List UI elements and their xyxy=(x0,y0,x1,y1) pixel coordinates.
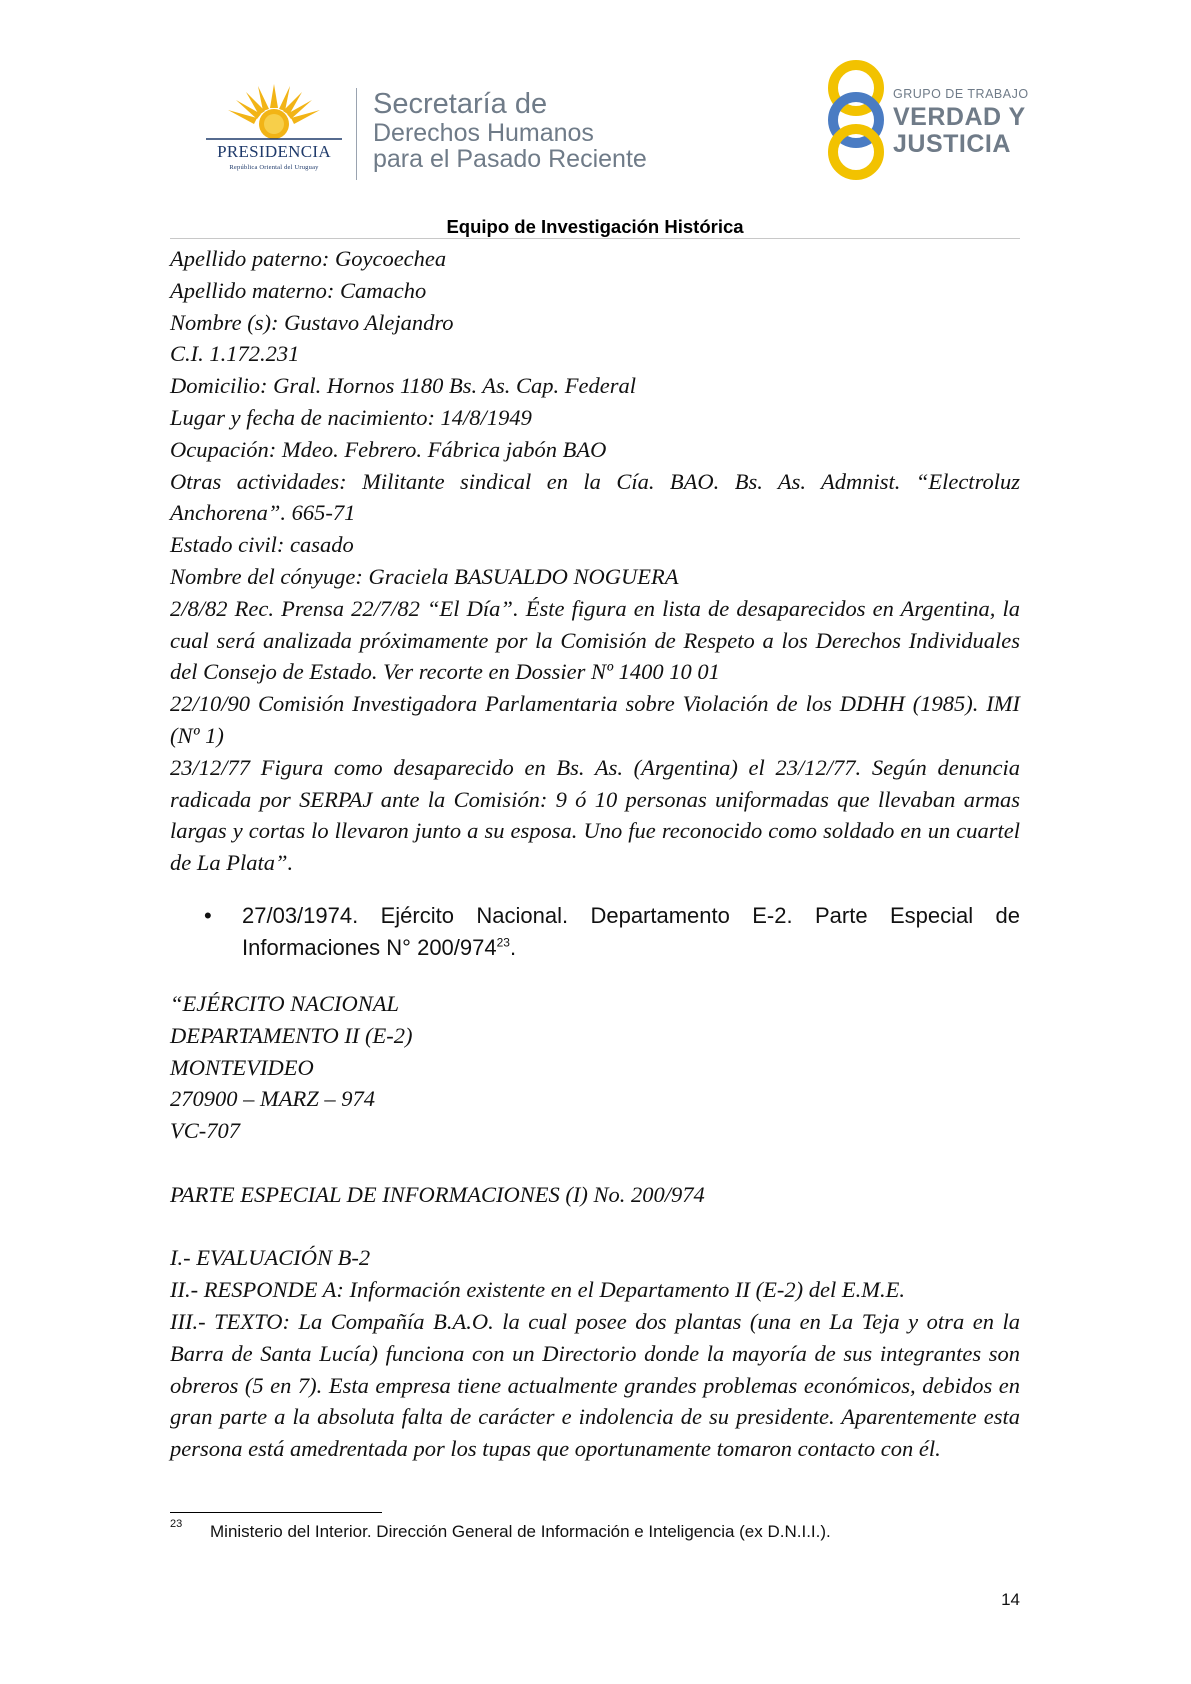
document-heading-line: 270900 – MARZ – 974 xyxy=(170,1086,375,1112)
footnote-reference[interactable]: 23 xyxy=(496,935,510,950)
document-heading-line: DEPARTAMENTO II (E-2) xyxy=(170,1022,413,1048)
sun-emblem-icon xyxy=(196,82,352,142)
verdad-justicia-logo-text xyxy=(893,88,1029,157)
record-estado-civil: Estado civil: casado xyxy=(170,532,354,558)
secretaria-title xyxy=(373,90,647,172)
spacer xyxy=(170,1211,1020,1243)
spacer xyxy=(170,1147,1020,1179)
gtvj-line1: GRUPO DE TRABAJO xyxy=(893,87,1029,101)
record-entry: 22/10/90 Comisión Investigadora Parlamentaria sobre Violación de los DDHH (1985). IMI (Nº 1) xyxy=(170,691,1020,748)
secretaria-line1: Secretaría de xyxy=(373,88,548,120)
document-heading-line: MONTEVIDEO xyxy=(170,1054,314,1080)
document-transcription xyxy=(170,988,1020,1465)
record-entry: 23/12/77 Figura como desaparecido en Bs. As. (Argentina) el 23/12/77. Según denuncia radicada por SERPAJ ante la Comisión: 9 ó 10 personas uniformadas que llevaban armas largas y cortas lo llevaron junto a su esposa. Uno fue reconocido como soldado en un cuartel de La Plata”. xyxy=(170,754,1020,876)
bullet-text: 27/03/1974. Ejército Nacional. Departamento E-2. Parte Especial de Informaciones N° 200/974 xyxy=(242,903,1020,960)
record-line: C.I. 1.172.231 xyxy=(170,341,300,367)
record-line: Ocupación: Mdeo. Febrero. Fábrica jabón BAO xyxy=(170,436,607,462)
record-line: Nombre (s): Gustavo Alejandro xyxy=(170,309,454,335)
footnote-separator xyxy=(170,1512,382,1513)
presidencia-subtitle: República Oriental del Uruguay xyxy=(229,164,319,171)
footnote-text: Ministerio del Interior. Dirección General de Información e Inteligencia (ex D.N.I.I.). xyxy=(210,1522,831,1541)
footnote-number: 23 xyxy=(170,1518,183,1530)
record-body xyxy=(170,243,1020,879)
record-entry: 2/8/82 Rec. Prensa 22/7/82 “El Día”. Éste figura en lista de desaparecidos en Argentina, la cual será analizada próximamente por la Comisión de Respeto a los Derechos Individuales del Consejo de Estado. Ver recorte en Dossier Nº 1400 10 01 xyxy=(170,595,1020,685)
document-heading-line: “EJÉRCITO NACIONAL xyxy=(170,991,399,1016)
record-otras-actividades: Otras actividades: Militante sindical en la Cía. BAO. Bs. As. Admnist. “Electroluz Anchorena”. 665-71 xyxy=(170,468,1020,526)
bullet-dot: • xyxy=(204,903,212,928)
header-divider xyxy=(356,88,357,180)
record-line: Apellido paterno: Goycoechea xyxy=(170,246,447,271)
header-rule xyxy=(170,238,1020,239)
presidencia-text: PRESIDENCIA xyxy=(217,142,331,161)
document-heading-line: VC-707 xyxy=(170,1118,240,1144)
record-line: Lugar y fecha de nacimiento: 14/8/1949 xyxy=(170,404,532,430)
verdad-justicia-rings-icon xyxy=(816,58,896,182)
document-texto: III.- TEXTO: La Compañía B.A.O. la cual posee dos plantas (una en La Teja y otra en la Barra de Santa Lucía) funciona con un Directorio donde la mayoría de sus integrantes son obreros (5 en 7). Esta empresa tiene actualmente grandes problemas económicos, debidos en gran parte a la absoluta falta de carácter e indolencia de su presidente. Aparentemente esta persona está amedrentada por los tupas que oportunamente tomaron contacto con él. xyxy=(170,1308,1020,1462)
presidencia-logo xyxy=(196,82,352,178)
gtvj-line3: JUSTICIA xyxy=(893,129,1011,158)
gtvj-line2: VERDAD Y xyxy=(893,102,1026,131)
record-line: Apellido materno: Camacho xyxy=(170,277,427,303)
bullet-item xyxy=(170,900,1020,963)
document-responde: II.- RESPONDE A: Información existente en el Departamento II (E-2) del E.M.E. xyxy=(170,1277,905,1303)
record-line: Domicilio: Gral. Hornos 1180 Bs. As. Cap. Federal xyxy=(170,373,637,399)
bullet-end: . xyxy=(509,934,517,960)
secretaria-line2: Derechos Humanos xyxy=(373,119,594,147)
secretaria-line3: para el Pasado Reciente xyxy=(373,145,647,173)
record-conyuge: Nombre del cónyuge: Graciela BASUALDO NOGUERA xyxy=(170,563,679,589)
bullet-text-block xyxy=(242,900,1020,963)
document-parte: PARTE ESPECIAL DE INFORMACIONES (I) No. 200/974 xyxy=(170,1181,705,1207)
team-title: Equipo de Investigación Histórica xyxy=(446,216,744,237)
page-number: 14 xyxy=(1001,1590,1020,1609)
document-evaluacion: I.- EVALUACIÓN B-2 xyxy=(170,1245,371,1271)
